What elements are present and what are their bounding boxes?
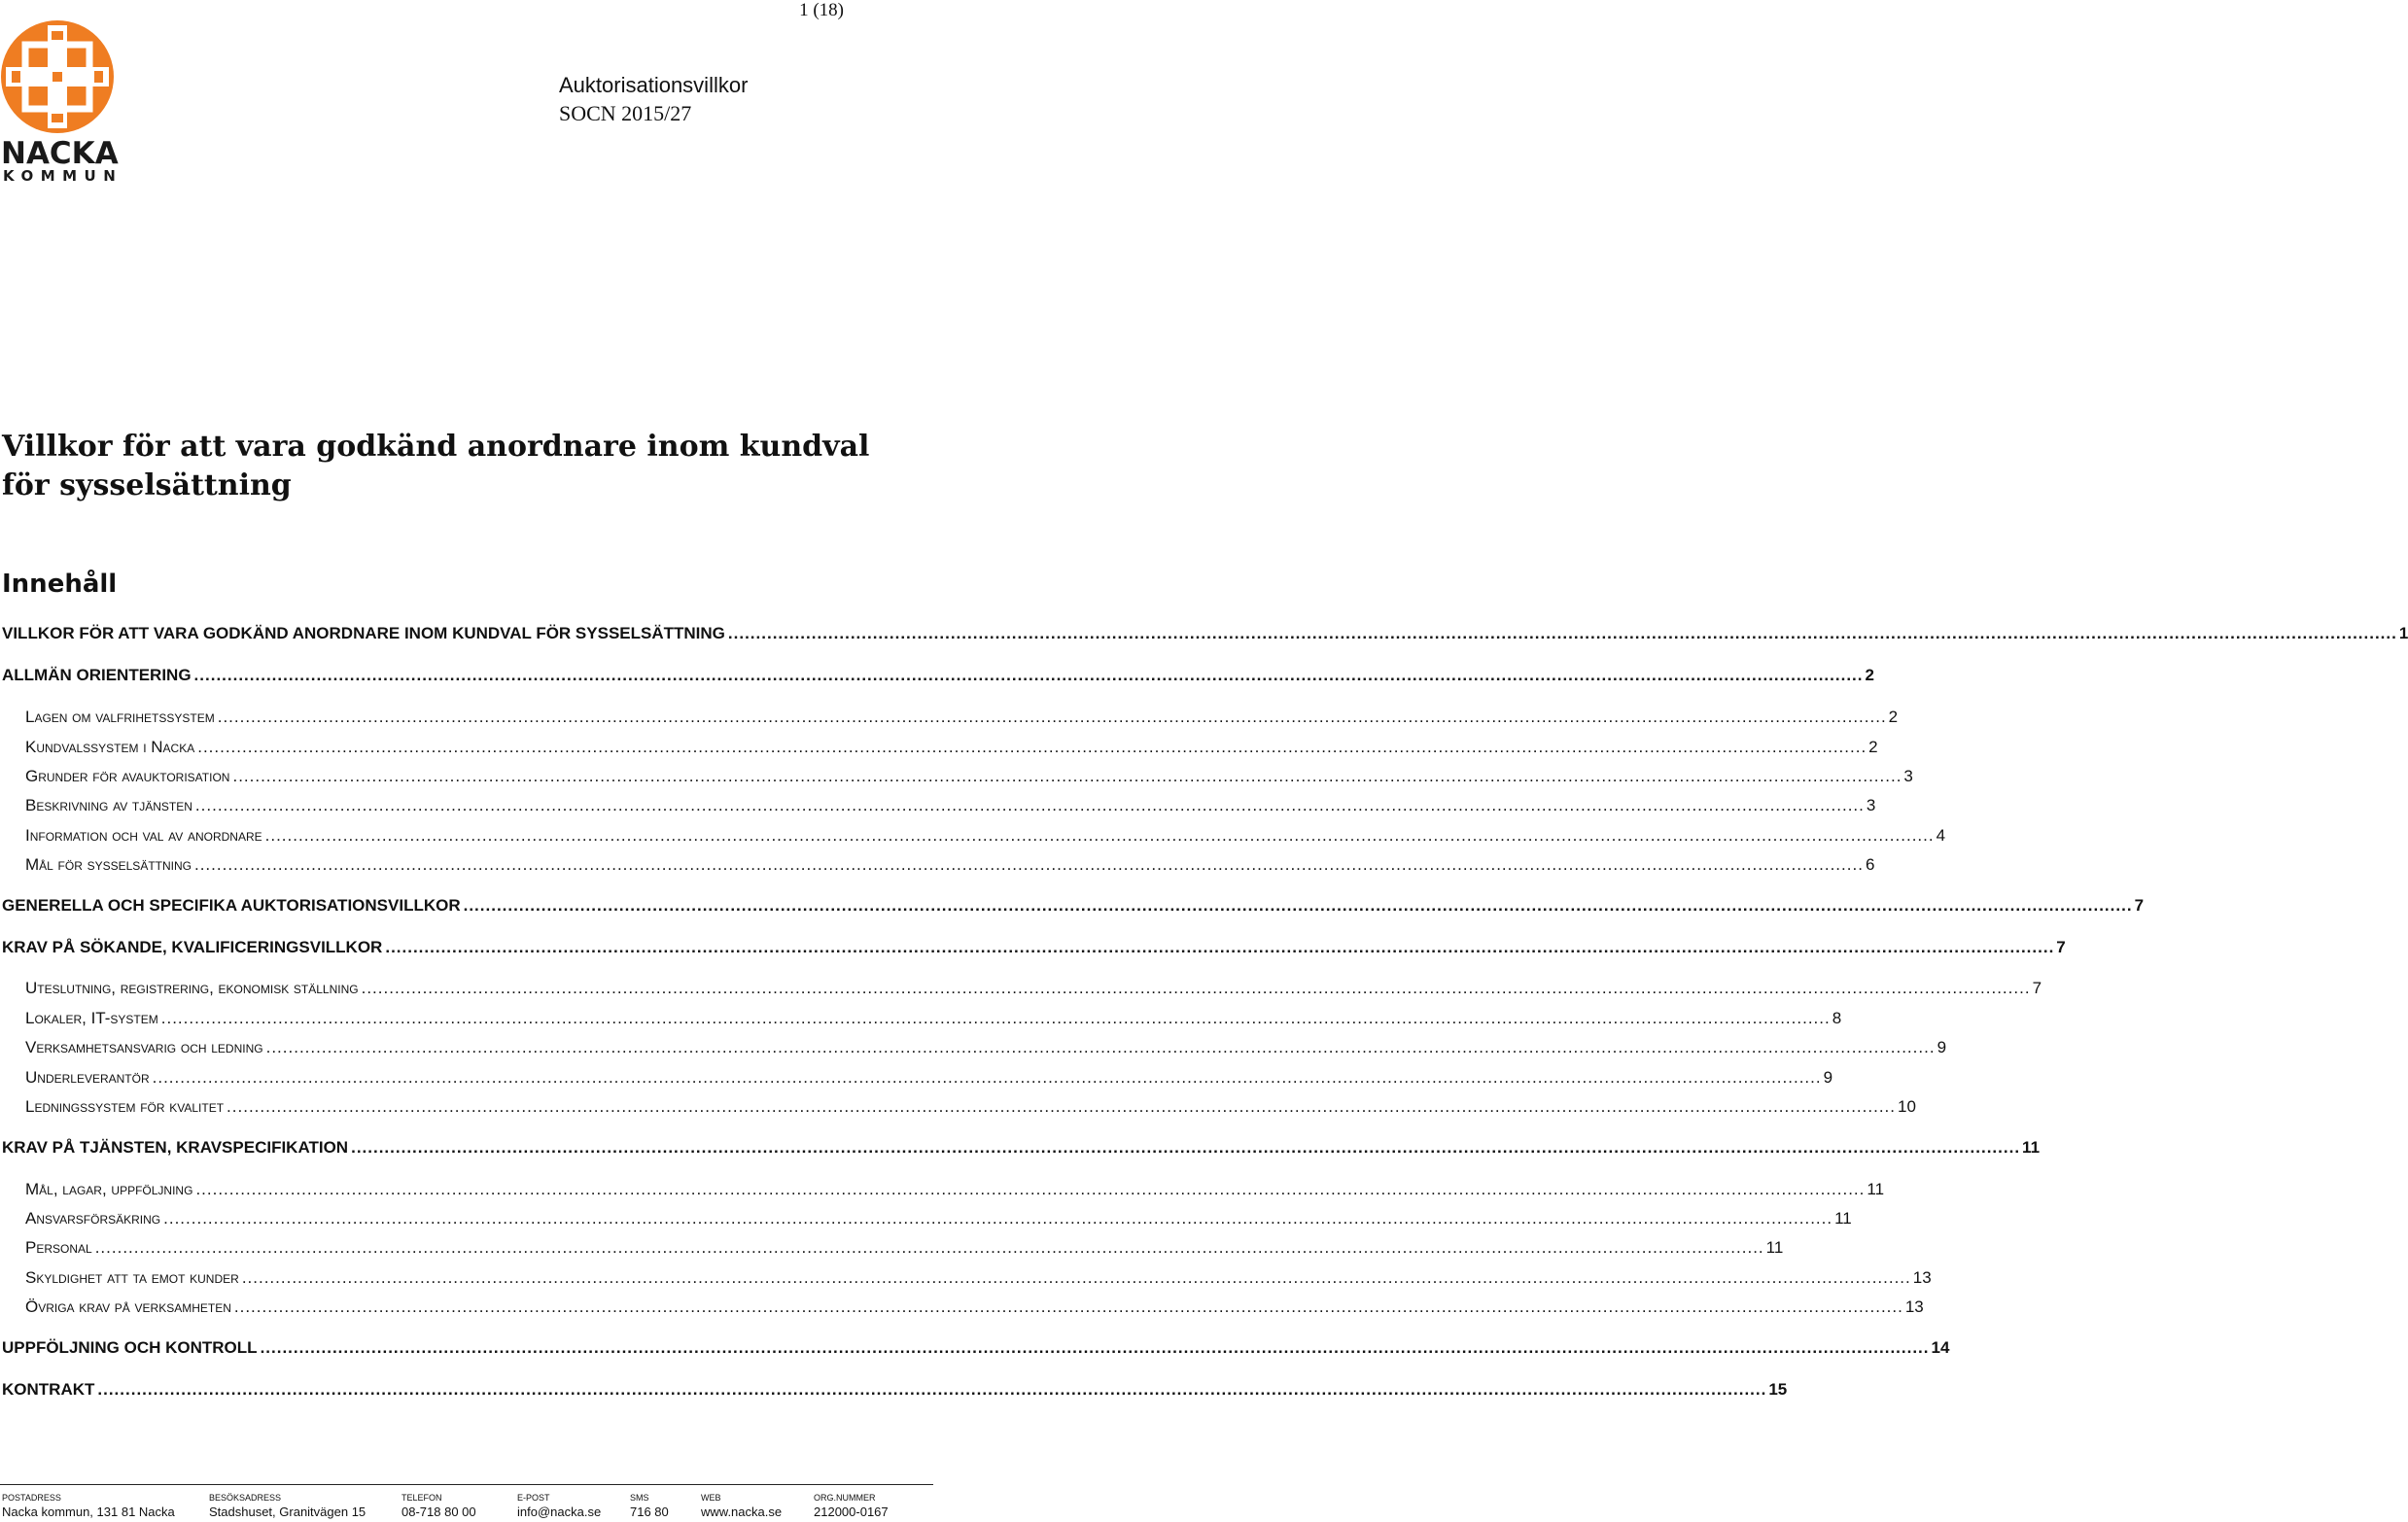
page-title: Villkor för att vara godkänd anordnare inom kundval för sysselsättning [2, 430, 870, 502]
footer-visiting-address [209, 1492, 366, 1521]
toc-entry-label: ALLMÄN ORIENTERING [2, 666, 192, 684]
toc-entry-label: Ansvarsförsäkring [25, 1209, 161, 1228]
footer-org-number [814, 1492, 889, 1521]
footer-label: BESÖKSADRESS [209, 1493, 282, 1503]
toc-entry-label: Verksamhetsansvarig och ledning [25, 1038, 263, 1056]
toc-entry-label: KRAV PÅ TJÄNSTEN, KRAVSPECIFIKATION [2, 1138, 349, 1157]
toc-leader-dots: ............................................................................................................................................................................................................................................................................................................ [385, 938, 2055, 956]
toc-entry-page: 6 [1865, 855, 1875, 874]
footer-value: 08-718 80 00 [401, 1505, 476, 1519]
toc-leader-dots: ............................................................................................................................................................................................................................................................................................................ [160, 1009, 1831, 1027]
toc-leader-dots: ............................................................................................................................................................................................................................................................................................................ [727, 624, 2397, 642]
toc-entry[interactable] [2, 624, 2408, 643]
footer-value: 716 80 [630, 1505, 669, 1519]
toc-leader-dots: ............................................................................................................................................................................................................................................................................................................ [195, 1180, 1866, 1198]
toc-entry-page: 11 [2022, 1138, 2041, 1157]
footer-label: POSTADRESS [2, 1493, 61, 1503]
toc-entry-page: 8 [1832, 1009, 1842, 1027]
page-number: 1 (18) [799, 0, 844, 20]
toc-entry[interactable] [2, 1338, 1950, 1358]
toc-entry-page: 14 [1931, 1338, 1950, 1357]
toc-entry-page: 3 [1903, 767, 1913, 785]
nacka-coat-of-arms-icon [0, 19, 121, 185]
footer-value[interactable]: www.nacka.se [701, 1505, 783, 1519]
toc-entry-label: Underleverantör [25, 1068, 150, 1087]
toc-entry-page: 2 [1868, 738, 1878, 756]
toc-entry-page: 7 [2134, 896, 2145, 915]
toc-entry-page: 3 [1866, 796, 1876, 814]
toc-entry-label: Kundvalssystem i Nacka [25, 738, 195, 756]
toc-entry[interactable] [2, 1380, 1788, 1400]
toc-leader-dots: ............................................................................................................................................................................................................................................................................................................ [97, 1380, 1767, 1399]
toc-entry-label: Beskrivning av tjänsten [25, 796, 192, 814]
footer-label: TELEFON [401, 1493, 442, 1503]
toc-entry-label: Information och val av anordnare [25, 826, 262, 845]
toc-leader-dots: ............................................................................................................................................................................................................................................................................................................ [463, 896, 2133, 915]
toc-leader-dots: ............................................................................................................................................................................................................................................................................................................ [194, 796, 1865, 814]
toc-entry-label: Mål, lagar, uppföljning [25, 1180, 193, 1198]
toc-entry-label: KRAV PÅ SÖKANDE, KVALIFICERINGSVILLKOR [2, 938, 383, 956]
toc-entry-label: Mål för sysselsättning [25, 855, 192, 874]
toc-entry[interactable] [25, 979, 2042, 998]
toc-leader-dots: ............................................................................................................................................................................................................................................................................................................ [152, 1068, 1822, 1087]
toc-leader-dots: ............................................................................................................................................................................................................................................................................................................ [217, 708, 1887, 726]
footer-label: SMS [630, 1493, 649, 1503]
footer-phone [401, 1492, 476, 1521]
toc-entry-label: KONTRAKT [2, 1380, 95, 1399]
toc-leader-dots: ............................................................................................................................................................................................................................................................................................................ [233, 1297, 1903, 1316]
toc-entry[interactable] [2, 896, 2145, 916]
toc-entry[interactable] [25, 1297, 1924, 1317]
toc-leader-dots: ............................................................................................................................................................................................................................................................................................................ [361, 979, 2031, 997]
footer-label: WEB [701, 1493, 721, 1503]
toc-entry[interactable] [25, 1268, 1932, 1288]
toc-leader-dots: ............................................................................................................................................................................................................................................................................................................ [232, 767, 1902, 785]
toc-entry[interactable] [2, 1138, 2041, 1158]
toc-leader-dots: ............................................................................................................................................................................................................................................................................................................ [241, 1268, 1911, 1287]
toc-entry-label: VILLKOR FÖR ATT VARA GODKÄND ANORDNARE INOM KUNDVAL FÖR SYSSELSÄTTNING [2, 624, 725, 642]
toc-entry-page: 9 [1823, 1068, 1833, 1087]
logo-text-sub: KOMMUN [3, 167, 123, 185]
toc-entry-label: Ledningssystem för kvalitet [25, 1097, 225, 1116]
toc-leader-dots: ............................................................................................................................................................................................................................................................................................................ [260, 1338, 1930, 1357]
footer-sms [630, 1492, 669, 1521]
toc-leader-dots: ............................................................................................................................................................................................................................................................................................................ [227, 1097, 1896, 1116]
toc-entry-label: Övriga krav på verksamheten [25, 1297, 231, 1316]
toc-entry-page: 11 [1834, 1209, 1852, 1228]
footer-value: 212000-0167 [814, 1505, 889, 1519]
toc-entry[interactable] [25, 1209, 1852, 1228]
toc-entry-label: UPPFÖLJNING OCH KONTROLL [2, 1338, 258, 1357]
footer-divider [0, 1484, 933, 1485]
document-reference: SOCN 2015/27 [559, 101, 692, 125]
toc-entry-label: Uteslutning, registrering, ekonomisk ställning [25, 979, 359, 997]
toc-entry[interactable] [25, 738, 1878, 757]
toc-entry[interactable] [25, 855, 1875, 875]
toc-entry-page: 15 [1768, 1380, 1788, 1399]
toc-entry-page: 13 [1912, 1268, 1932, 1287]
toc-entry-page: 4 [1936, 826, 1946, 845]
toc-entry[interactable] [25, 1038, 1947, 1057]
toc-entry-page: 11 [1867, 1180, 1885, 1198]
footer-value[interactable]: info@nacka.se [517, 1505, 602, 1519]
toc-leader-dots: ............................................................................................................................................................................................................................................................................................................ [193, 666, 1864, 684]
document-header [559, 72, 748, 128]
toc-entry-page: 9 [1937, 1038, 1947, 1056]
footer-value: Nacka kommun, 131 81 Nacka [2, 1505, 175, 1519]
toc-leader-dots: ............................................................................................................................................................................................................................................................................................................ [163, 1209, 1833, 1228]
toc-entry-label: GENERELLA OCH SPECIFIKA AUKTORISATIONSVILLKOR [2, 896, 461, 915]
nacka-logo [0, 19, 121, 185]
toc-entry[interactable] [25, 708, 1899, 727]
toc-leader-dots: ............................................................................................................................................................................................................................................................................................................ [351, 1138, 2021, 1157]
toc-entry[interactable] [25, 1180, 1885, 1199]
toc-entry-page: 1 [2398, 624, 2408, 642]
footer-label: E-POST [517, 1493, 550, 1503]
toc-entry-page: 7 [2032, 979, 2042, 997]
toc-entry[interactable] [25, 767, 1913, 786]
toc-entry-label: Skyldighet att ta emot kunder [25, 1268, 239, 1287]
toc-entry-page: 2 [1888, 708, 1899, 726]
toc-entry[interactable] [25, 826, 1946, 846]
toc-leader-dots: ............................................................................................................................................................................................................................................................................................................ [94, 1238, 1764, 1257]
toc-entry[interactable] [25, 1097, 1916, 1117]
toc-entry[interactable] [2, 666, 1874, 685]
footer-email [517, 1492, 601, 1521]
footer-postal-address [2, 1492, 175, 1521]
document-type: Auktorisationsvillkor [559, 73, 749, 97]
toc-entry[interactable] [2, 938, 2066, 957]
toc-entry-page: 2 [1865, 666, 1874, 684]
footer-label: ORG.NUMMER [814, 1493, 876, 1503]
toc-entry[interactable] [25, 1009, 1842, 1028]
toc-entry[interactable] [25, 1068, 1833, 1088]
toc-entry-label: Lokaler, IT-system [25, 1009, 158, 1027]
toc-entry[interactable] [25, 1238, 1784, 1258]
toc-leader-dots: ............................................................................................................................................................................................................................................................................................................ [264, 826, 1935, 845]
toc-leader-dots: ............................................................................................................................................................................................................................................................................................................ [193, 855, 1864, 874]
footer-web [701, 1492, 782, 1521]
toc-leader-dots: ............................................................................................................................................................................................................................................................................................................ [197, 738, 1867, 756]
toc-entry-label: Lagen om valfrihetssystem [25, 708, 215, 726]
logo-text-main: NACKA [1, 136, 119, 171]
toc-leader-dots: ............................................................................................................................................................................................................................................................................................................ [265, 1038, 1936, 1056]
toc-entry-page: 13 [1904, 1297, 1924, 1316]
toc-entry-page: 7 [2056, 938, 2066, 956]
toc-entry-page: 10 [1898, 1097, 1916, 1116]
toc-heading: Innehåll [2, 570, 118, 599]
toc-entry-page: 11 [1765, 1238, 1784, 1257]
footer-value: Stadshuset, Granitvägen 15 [209, 1505, 366, 1519]
toc-entry[interactable] [25, 796, 1876, 815]
toc-entry-label: Grunder för avauktorisation [25, 767, 230, 785]
toc-entry-label: Personal [25, 1238, 92, 1257]
